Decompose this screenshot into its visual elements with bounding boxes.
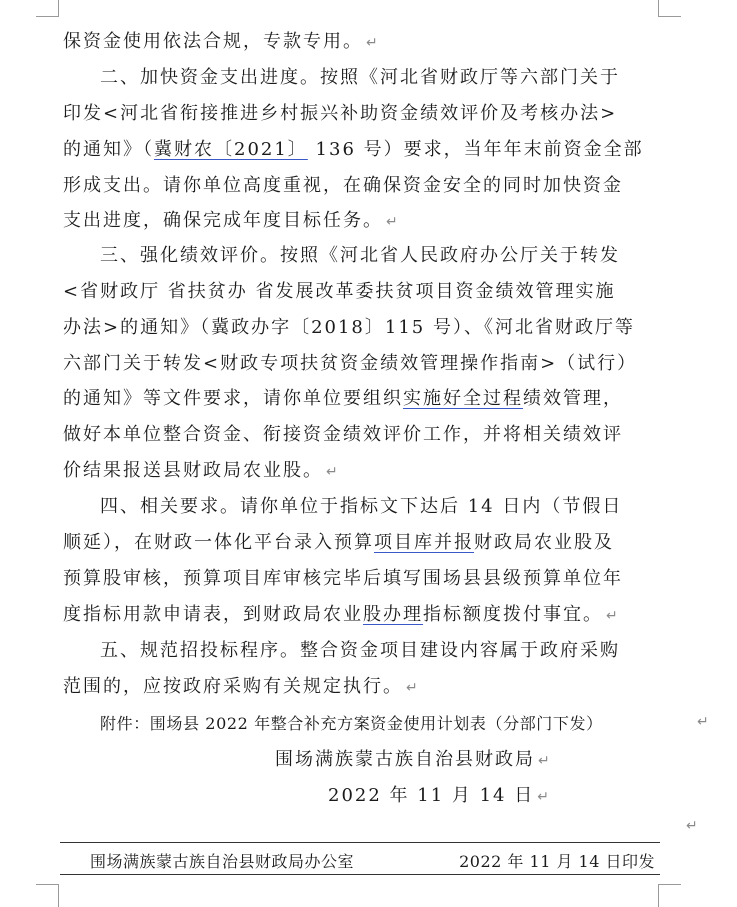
paragraph-2-line-2 (63, 99, 663, 129)
doc-number-link: 冀财农〔2021〕 (154, 139, 308, 160)
footer-office: 围场满族蒙古族自治县财政局办公室 (90, 852, 355, 871)
underlined-phrase: 实施好全过程 (403, 388, 523, 409)
paragraph-2-line-1 (100, 63, 663, 93)
signature-org (275, 745, 575, 775)
paragraph-3-line-1 (100, 241, 663, 271)
paragraph-3-line-7 (63, 456, 663, 486)
paragraph-3-line-2 (63, 277, 663, 307)
text: 136 号）要求，当年年末前资金全部 (307, 139, 644, 160)
section-heading-3: 三、强化绩效评价。按照《河北省人民政府办公厅关于转发 (100, 245, 620, 266)
paragraph-3-line-3 (63, 313, 663, 343)
text: 的通知》等文件要求，请你单位要组织 (63, 388, 403, 409)
paragraph-4-line-4 (63, 600, 663, 630)
underlined-phrase: 股办理 (363, 604, 423, 625)
text: 财政局农业股及 (474, 532, 614, 553)
text: 范围的，应按政府采购有关规定执行。 (63, 676, 403, 697)
text: 顺延），在财政一体化平台录入预算 (63, 532, 374, 553)
footer-issue-date: 2022 年 11 月 14 日印发 (459, 852, 655, 871)
attachment-text: 附件：围场县 2022 年整合补充方案资金使用计划表（分部门下发） (100, 714, 603, 733)
paragraph-mark-icon: ↵ (326, 464, 338, 480)
paragraph-5-line-2 (63, 672, 663, 702)
crop-mark-bottom-left (36, 884, 59, 907)
paragraph-4-line-3 (63, 564, 663, 594)
paragraph-mark-icon: ↵ (606, 608, 618, 624)
paragraph-3-line-6 (63, 420, 663, 450)
paragraph-mark-icon: ↵ (538, 753, 550, 769)
paragraph-mark-icon: ↵ (686, 818, 698, 834)
paragraph-4-line-2 (63, 528, 663, 558)
text: 支出进度，确保完成年度目标任务。 (63, 210, 383, 231)
section-heading-4: 四、相关要求。请你单位于指标文下达后 14 日内（节假日 (100, 496, 623, 517)
crop-mark-top-right (658, 0, 681, 17)
paragraph-mark-icon: ↵ (697, 714, 709, 730)
footer-top-rule (60, 842, 660, 843)
text: 形成支出。请你单位高度重视，在确保资金安全的同时加快资金 (63, 175, 623, 196)
section-heading-2: 二、加快资金支出进度。按照《河北省财政厅等六部门关于 (100, 67, 620, 88)
signature-date (328, 781, 568, 811)
text: 指标额度拨付事宜。 (423, 604, 603, 625)
issue-date: 2022 年 11 月 14 日 (328, 785, 535, 806)
text: 绩效管理， (523, 388, 623, 409)
crop-mark-top-left (36, 0, 59, 17)
attachment-line (100, 709, 680, 739)
text: 的通知》（ (63, 139, 154, 160)
section-heading-5: 五、规范招投标程序。整合资金项目建设内容属于政府采购 (100, 640, 620, 661)
underlined-phrase: 项目库并报 (374, 532, 474, 553)
paragraph-mark-icon: ↵ (366, 35, 378, 51)
footer (90, 849, 655, 875)
crop-mark-bottom-right (658, 884, 681, 907)
text: 价结果报送县财政局农业股。 (63, 460, 323, 481)
paragraph-5-line-1 (100, 636, 663, 666)
text: <省财政厅 省扶贫办 省发展改革委扶贫项目资金绩效管理实施 (63, 281, 616, 302)
paragraph-2-line-3 (63, 135, 663, 165)
text: 六部门关于转发<财政专项扶贫资金绩效管理操作指南>（试行） (63, 353, 638, 374)
paragraph-mark-icon: ↵ (386, 214, 398, 230)
issuing-authority: 围场满族蒙古族自治县财政局 (275, 749, 535, 770)
text: 度指标用款申请表，到财政局农业 (63, 604, 363, 625)
text: 预算股审核，预算项目库审核完毕后填写围场县县级预算单位年 (63, 568, 623, 589)
paragraph-2-line-5 (63, 206, 663, 236)
paragraph-1-line-1 (63, 27, 663, 57)
text: 保资金使用依法合规，专款专用。 (63, 31, 363, 52)
paragraph-2-line-4 (63, 171, 663, 201)
text: 做好本单位整合资金、衔接资金绩效评价工作，并将相关绩效评 (63, 424, 623, 445)
paragraph-3-line-5 (63, 384, 663, 414)
paragraph-mark-icon: ↵ (537, 789, 549, 805)
paragraph-mark-icon: ↵ (406, 680, 418, 696)
paragraph-4-line-1 (100, 492, 663, 522)
text: 印发<河北省衔接推进乡村振兴补助资金绩效评价及考核办法> (63, 103, 618, 124)
text: 办法>的通知》（冀政办字〔2018〕115 号）、《河北省财政厅等 (63, 317, 635, 338)
footer-bottom-rule (60, 874, 660, 875)
paragraph-3-line-4 (63, 349, 663, 379)
